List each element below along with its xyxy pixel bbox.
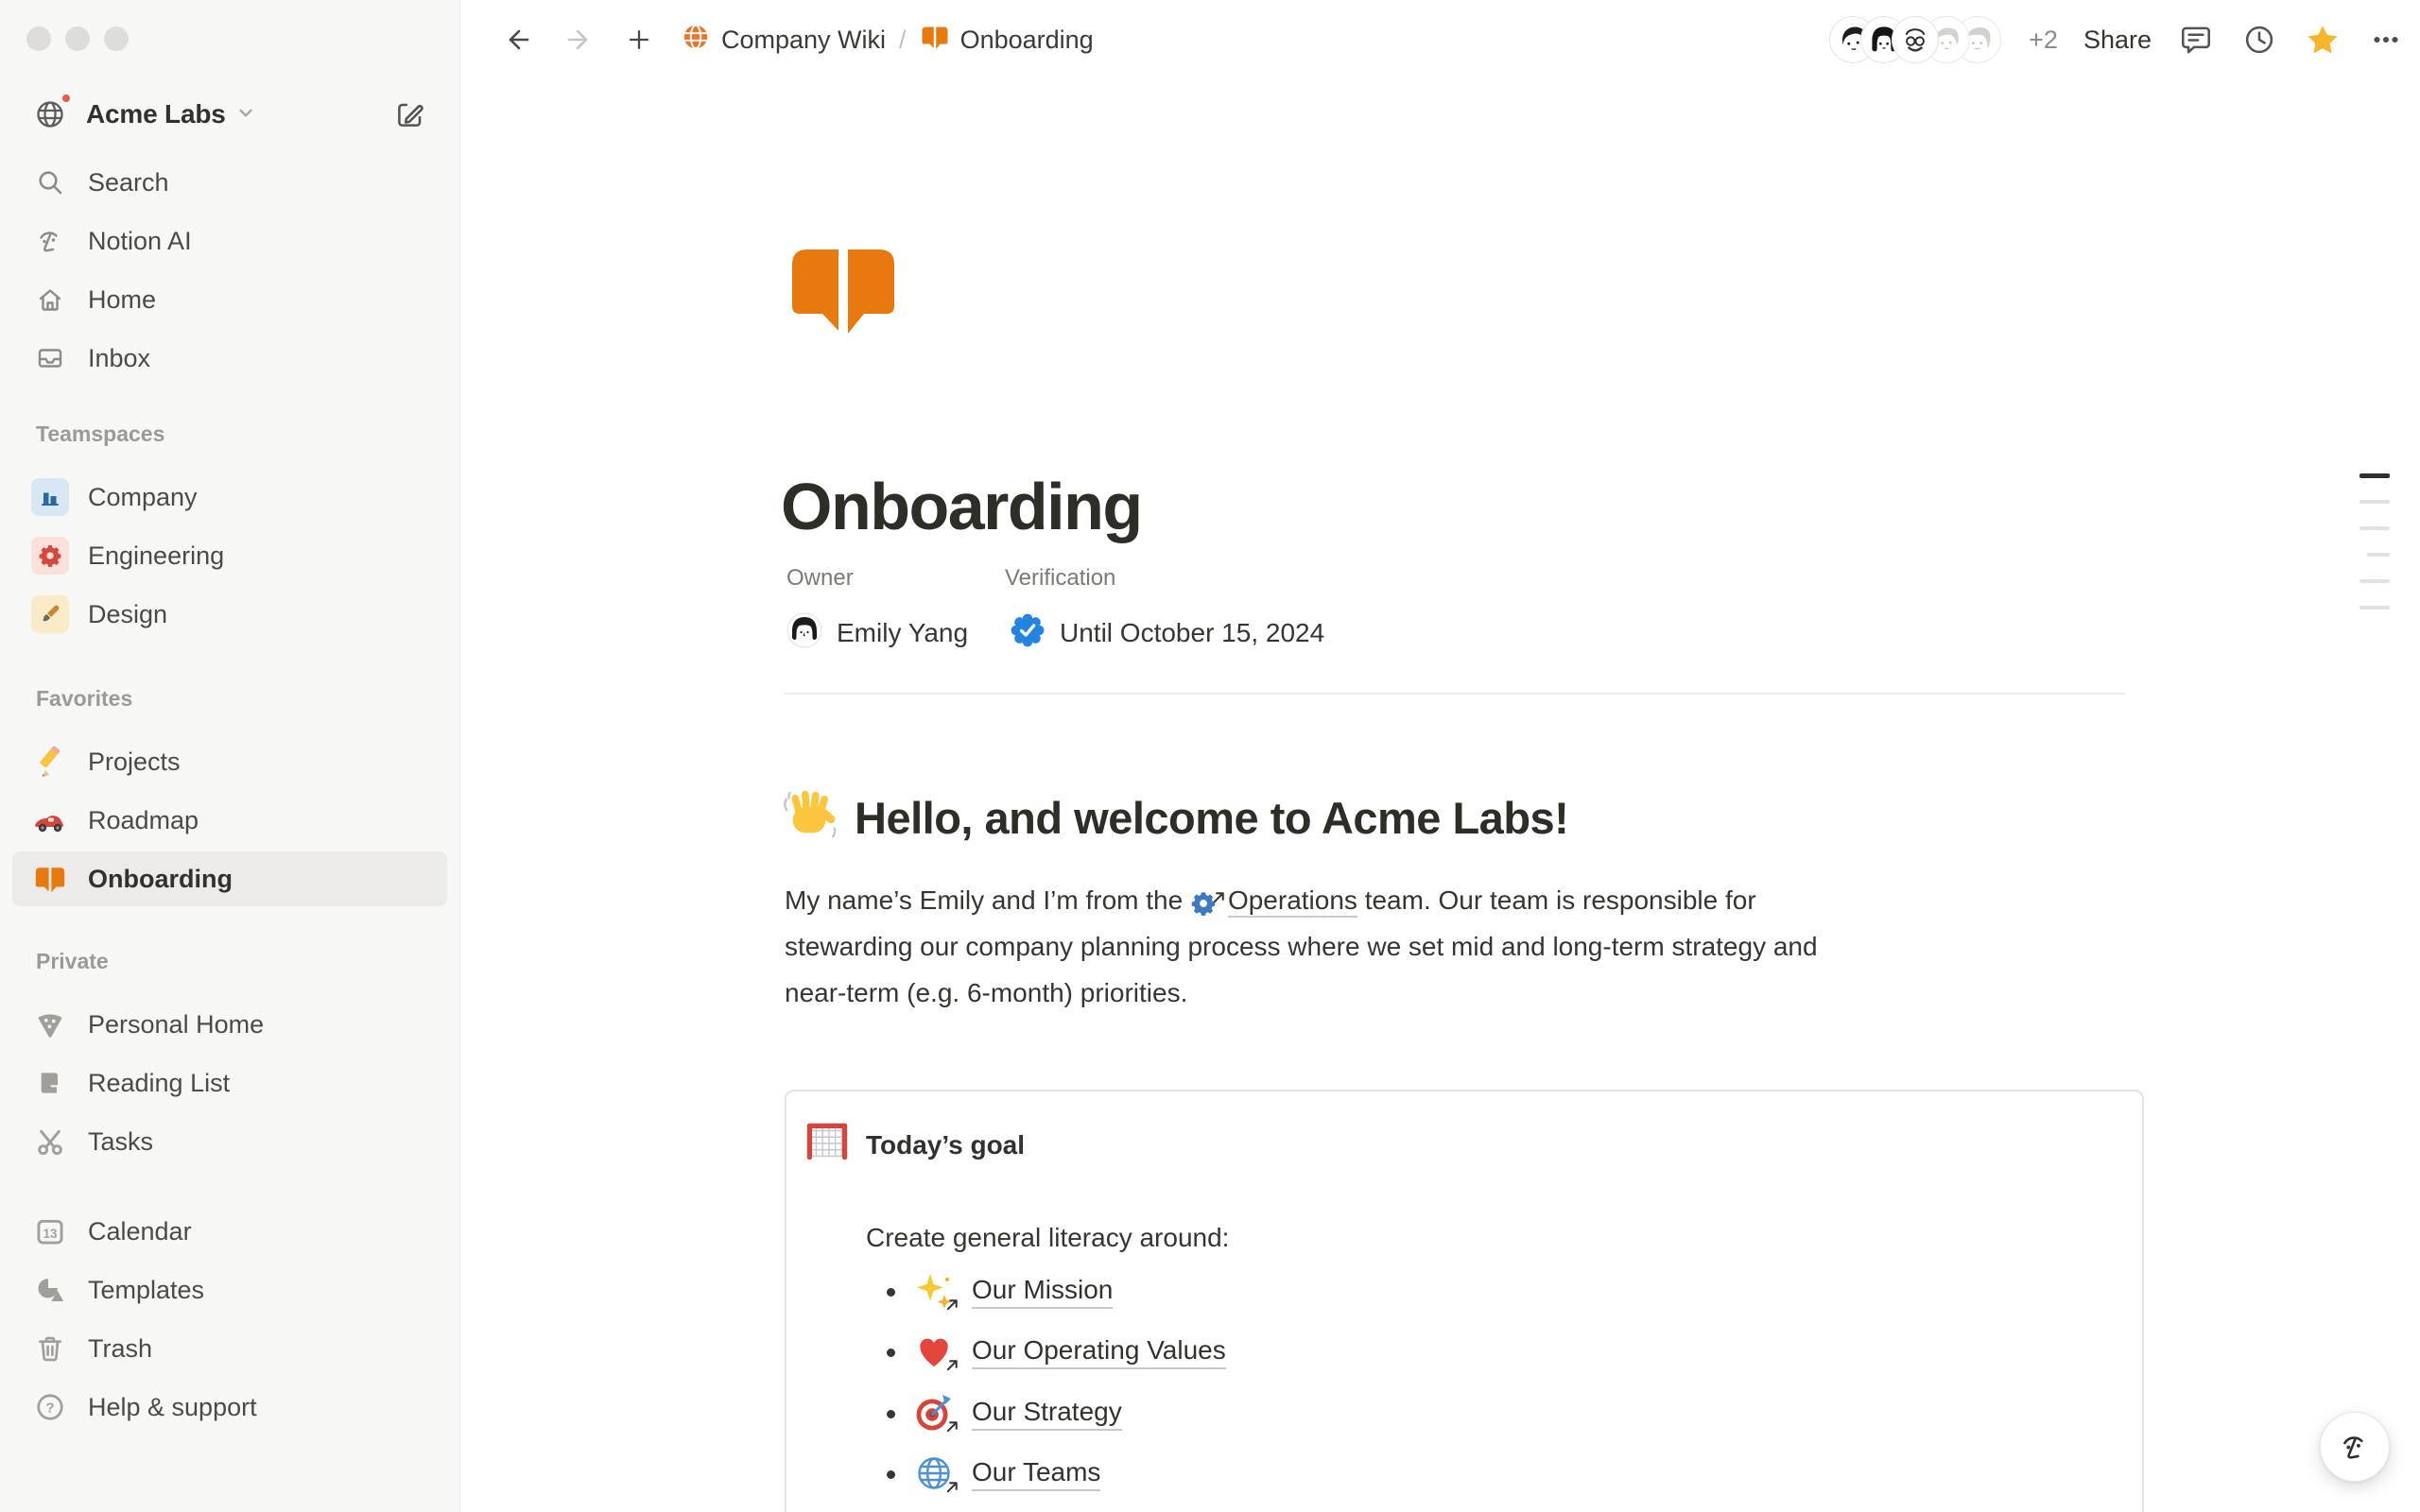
property-label-verification[interactable]: Verification [1005,565,1116,591]
page-icon-open-book[interactable] [783,240,904,343]
sidebar-nav [0,153,459,1436]
home-icon [31,281,69,318]
link-arrow-icon [945,1480,959,1499]
link-arrow-icon [945,1297,959,1316]
sidebar-item-onboarding[interactable]: Onboarding [12,851,447,906]
bullet-dot [887,1349,895,1357]
notion-ai-button[interactable] [2320,1412,2390,1482]
breadcrumb [681,22,1094,59]
workspace-switcher[interactable] [0,91,459,138]
engineering-gear-icon [31,537,69,575]
bullet-dot [887,1470,895,1479]
paragraph-line-1: My name’s Emily and I’m from the Operations team. Our team is responsible for [785,877,2146,923]
svg-text:13: 13 [43,1226,58,1241]
comments-icon[interactable] [2177,21,2215,59]
scissors-icon [31,1123,69,1160]
breadcrumb-onboarding[interactable]: Onboarding [920,24,1094,57]
close-button[interactable] [26,26,51,51]
presence-avatars[interactable] [1833,20,1997,60]
compose-icon[interactable] [391,95,429,133]
notebook-icon [31,1064,69,1102]
operations-page-link[interactable]: Operations [1228,885,1357,918]
pizza-icon [31,1005,69,1043]
section-label-favorites[interactable]: Favorites [36,686,133,711]
topbar [460,0,2420,79]
welcome-heading-text: Hello, and welcome to Acme Labs! [855,793,1569,843]
sidebar-item-tasks[interactable]: Tasks [0,1112,459,1171]
our-operating-values-link[interactable]: Our Operating Values [972,1335,1226,1369]
property-verification-value[interactable]: Until October 15, 2024 [1010,612,1324,653]
zoom-button[interactable] [104,26,129,51]
sidebar-item-notion-ai[interactable]: Notion AI [0,212,459,270]
page-title: Onboarding [781,470,1142,543]
book-icon [920,24,950,57]
list-item [786,1267,2142,1316]
breadcrumb-company-wiki[interactable]: Company Wiki [681,22,886,59]
avatar [1895,20,1935,60]
section-label-teamspaces[interactable]: Teamspaces [36,421,165,446]
sidebar-item-company[interactable]: Company [0,468,459,526]
callout-title: Today’s goal [866,1130,1026,1160]
our-mission-link[interactable]: Our Mission [972,1275,1113,1309]
bullet-dot [887,1410,895,1418]
intro-paragraph [785,877,2146,1016]
breadcrumb-separator: / [899,25,907,54]
window-controls [26,26,129,51]
section-label-private[interactable]: Private [36,949,109,973]
verified-badge-icon [1010,612,1046,653]
design-brush-icon [31,595,69,633]
help-icon [31,1388,69,1426]
pencil-icon [31,743,69,781]
sparkles-icon [913,1270,957,1314]
inbox-icon [31,339,69,377]
goal-net-icon [802,1116,853,1172]
property-owner-value[interactable]: Emily Yang [786,612,968,653]
blue-gear-icon [1190,885,1224,915]
toc-item[interactable] [2360,606,2390,610]
sidebar-item-roadmap[interactable]: Roadmap [0,791,459,850]
trash-icon [31,1330,69,1367]
forward-arrow-icon[interactable] [560,21,597,59]
templates-icon [31,1271,69,1309]
list-item [786,1450,2142,1499]
search-icon [31,163,69,201]
sidebar-item-templates[interactable]: Templates [0,1261,459,1319]
company-building-icon [31,478,69,516]
chevron-down-icon [235,102,256,128]
race-car-icon [31,801,69,839]
divider [785,693,2125,695]
sidebar-item-design[interactable]: Design [0,585,459,644]
updates-clock-icon[interactable] [2240,21,2278,59]
sidebar-item-trash[interactable]: Trash [0,1319,459,1378]
welcome-heading [781,786,1568,850]
svg-text:?: ? [45,1400,55,1417]
link-arrow-icon [945,1358,959,1377]
globe-orange-icon [681,22,711,59]
link-arrow-icon [1212,872,1226,919]
sidebar-item-engineering[interactable]: Engineering [0,526,459,585]
sidebar-item-home[interactable]: Home [0,270,459,329]
waving-hand-icon [781,786,839,850]
paragraph-line-2: stewarding our company planning process where we set mid and long-term strategy and [785,932,1818,961]
sidebar-item-search[interactable]: Search [0,153,459,212]
presence-overflow-count[interactable]: +2 [2029,25,2058,54]
globe-meridians-icon [913,1452,957,1496]
more-ellipsis-icon[interactable] [2367,21,2405,59]
notion-ai-face-icon [2337,1429,2373,1465]
sidebar-item-reading-list[interactable]: Reading List [0,1054,459,1112]
notification-dot [60,92,73,105]
dart-target-icon [913,1392,957,1435]
sidebar-item-personal-home[interactable]: Personal Home [0,995,459,1054]
toc-item[interactable] [2360,526,2390,530]
calendar-icon [31,1212,69,1250]
plus-icon[interactable] [620,21,658,59]
callout-intro: Create general literacy around: [866,1223,1230,1252]
paragraph-line-3: near-term (e.g. 6-month) priorities. [785,978,1188,1007]
toc-item[interactable] [2360,473,2390,478]
bullet-dot [887,1288,895,1297]
open-book-icon [31,860,69,898]
our-teams-link[interactable]: Our Teams [972,1457,1100,1491]
sidebar-item-projects[interactable]: Projects [0,732,459,791]
back-arrow-icon[interactable] [499,21,537,59]
toc-item[interactable] [2367,553,2390,557]
link-arrow-icon [945,1419,959,1438]
list-item [786,1389,2142,1438]
sidebar [0,0,460,1512]
list-item [786,1328,2142,1377]
favorite-star-icon[interactable] [2304,21,2342,59]
emily-avatar [786,612,822,653]
notion-ai-face-icon [31,222,69,260]
todays-goal-callout [785,1090,2144,1512]
heart-icon [913,1331,957,1374]
toc-item[interactable] [2360,579,2390,583]
sidebar-item-calendar[interactable]: 13 Calendar [0,1202,459,1261]
property-label-owner[interactable]: Owner [786,565,854,591]
share-button[interactable]: Share [2083,25,2152,54]
globe-icon [31,95,69,133]
toc-item[interactable] [2360,500,2390,504]
our-strategy-link[interactable]: Our Strategy [972,1397,1122,1431]
workspace-name: Acme Labs [86,99,226,129]
sidebar-item-help-support[interactable]: ? Help & support [0,1378,459,1436]
sidebar-item-inbox[interactable]: Inbox [0,329,459,387]
minimize-button[interactable] [65,26,90,51]
